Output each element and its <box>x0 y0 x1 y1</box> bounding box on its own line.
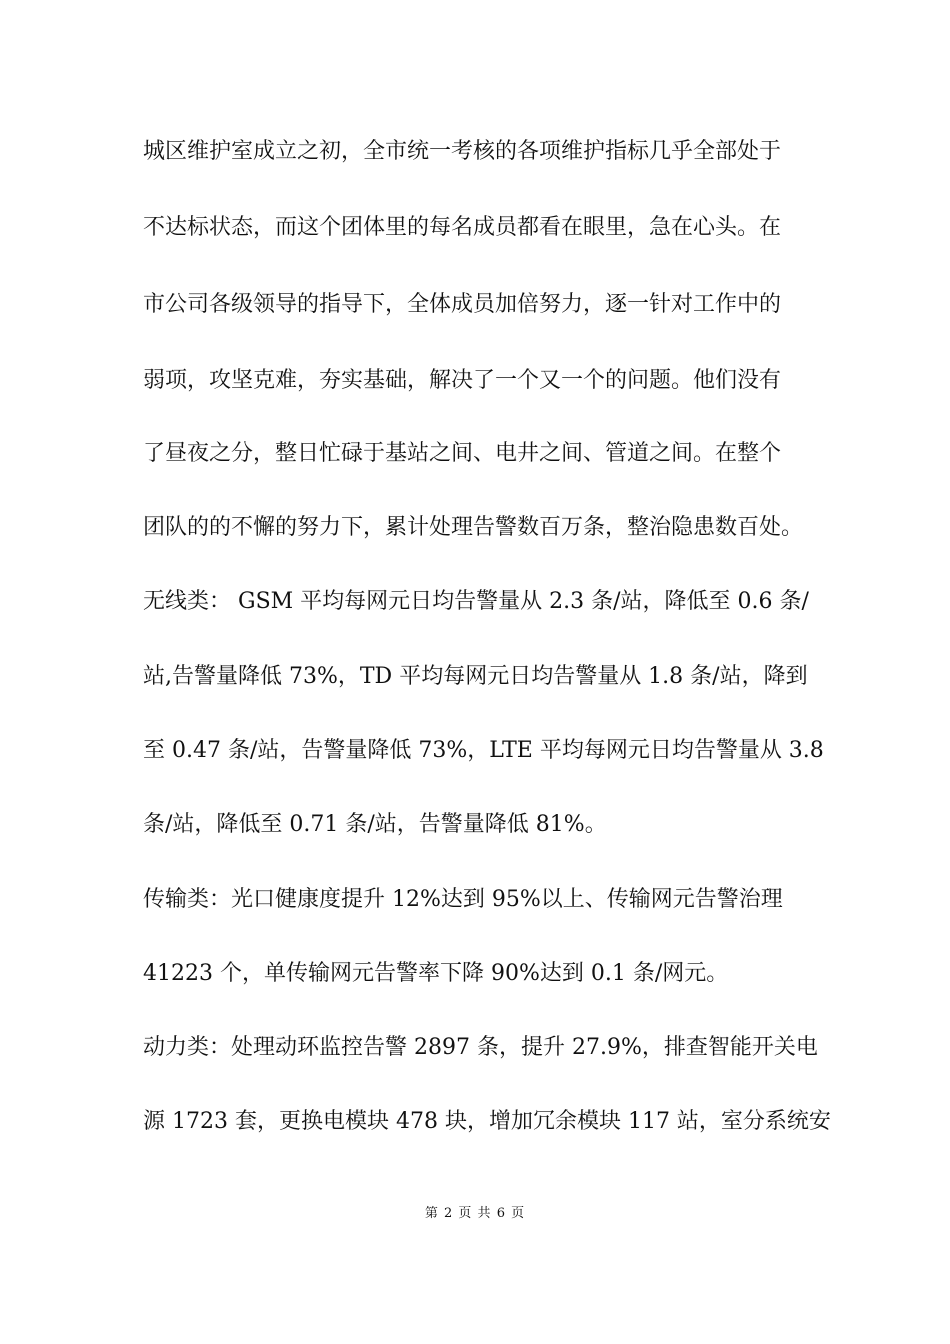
text-line: 站,告警量降低 73%，TD 平均每网元日均告警量从 1.8 条/站，降到 <box>143 664 808 689</box>
text-line: 弱项，攻坚克难，夯实基础，解决了一个又一个的问题。他们没有 <box>143 368 782 393</box>
text-line: 不达标状态，而这个团体里的每名成员都看在眼里，急在心头。在 <box>143 215 782 240</box>
text-line: 动力类：处理动环监控告警 2897 条，提升 27.9%，排查智能开关电 <box>143 1035 818 1060</box>
text-line: 传输类：光口健康度提升 12%达到 95%以上、传输网元告警治理 <box>143 887 783 912</box>
text-line: 41223 个，单传输网元告警率下降 90%达到 0.1 条/网元。 <box>143 961 729 986</box>
text-line: 城区维护室成立之初，全市统一考核的各项维护指标几乎全部处于 <box>143 139 782 164</box>
page-footer: 第 2 页 共 6 页 <box>424 1206 526 1221</box>
text-line: 源 1723 套，更换电模块 478 块，增加冗余模块 117 站，室分系统安 <box>143 1109 831 1134</box>
text-line: 无线类： GSM 平均每网元日均告警量从 2.3 条/站，降低至 0.6 条/ <box>143 589 809 614</box>
text-line: 条/站，降低至 0.71 条/站，告警量降低 81%。 <box>143 812 607 837</box>
text-line: 至 0.47 条/站，告警量降低 73%，LTE 平均每网元日均告警量从 3.8 <box>143 738 824 763</box>
text-line: 了昼夜之分，整日忙碌于基站之间、电井之间、管道之间。在整个 <box>143 441 782 466</box>
text-line: 团队的的不懈的努力下，累计处理告警数百万条，整治隐患数百处。 <box>143 515 804 540</box>
text-line: 市公司各级领导的指导下，全体成员加倍努力，逐一针对工作中的 <box>143 292 782 317</box>
